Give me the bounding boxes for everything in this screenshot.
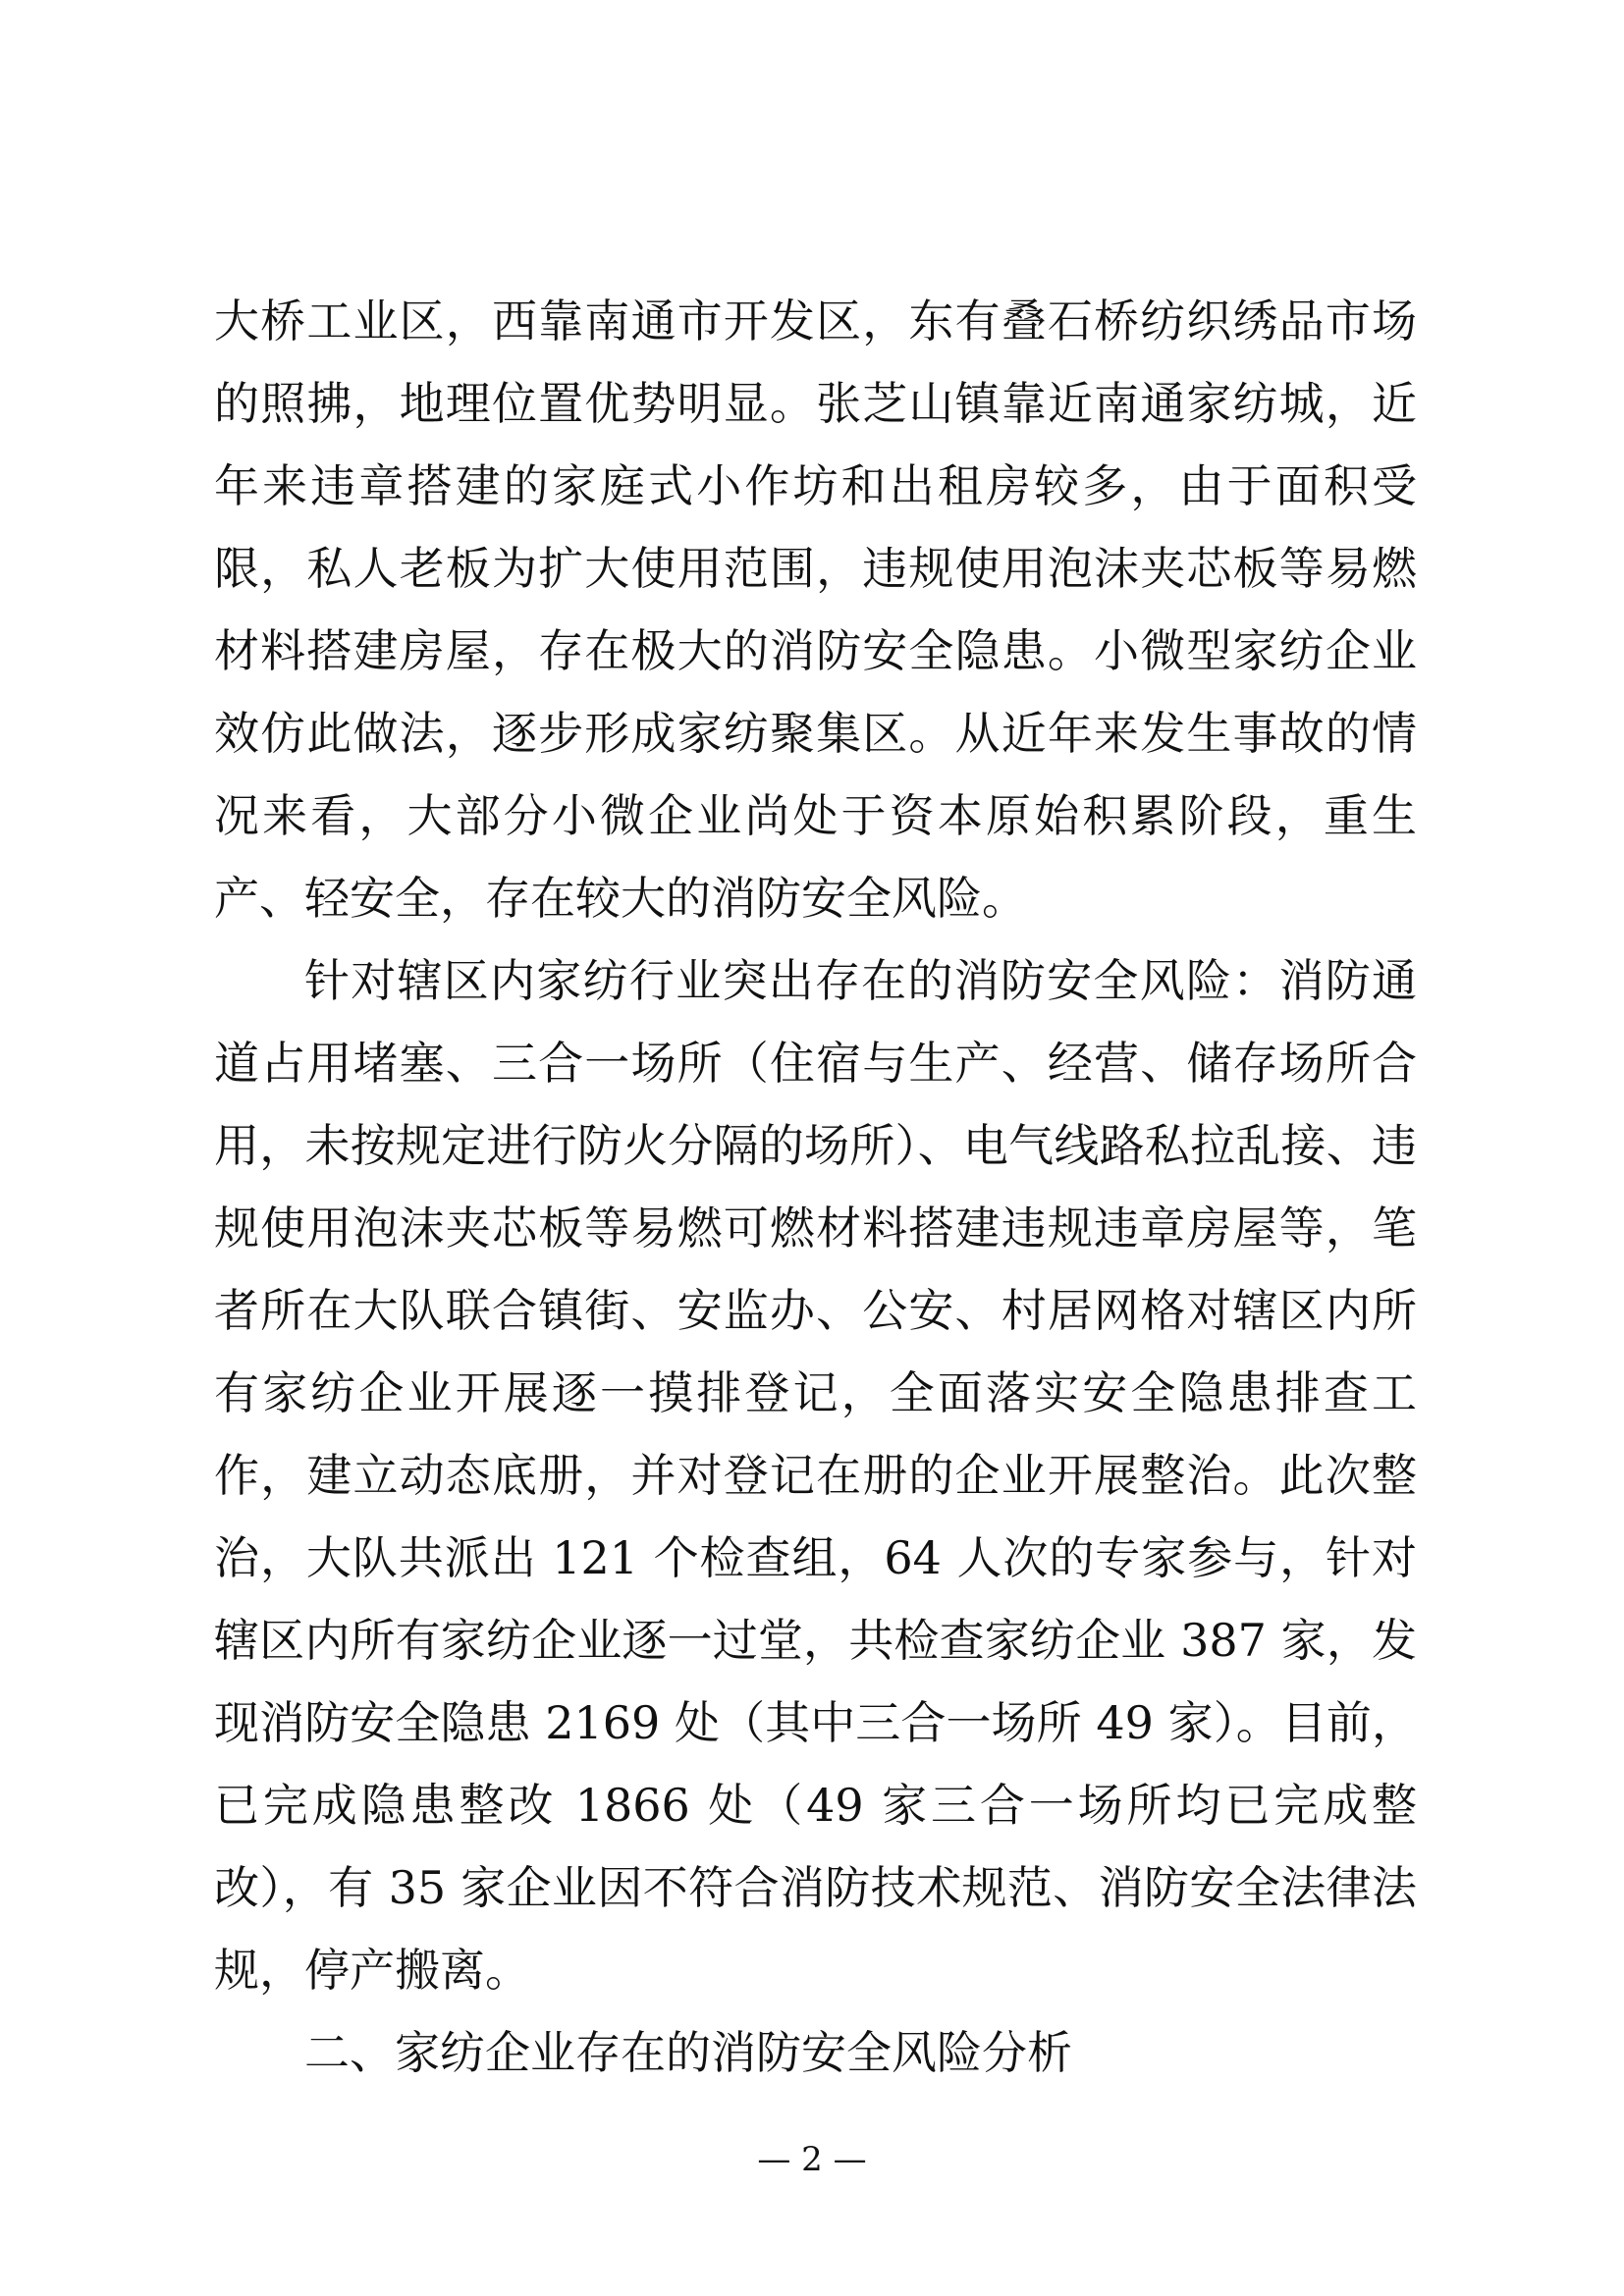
paragraph-continued: 大桥工业区，西靠南通市开发区，东有叠石桥纺织绣品市场的照拂，地理位置优势明显。张芝山镇靠近南通家纺城，近年来违章搭建的家庭式小作坊和出租房较多，由于面积受限，私人老板为扩大使用范围，违规使用泡沫夹芯板等易燃材料搭建房屋，存在极大的消防安全隐患。小微型家纺企业效仿此做法，逐步形成家纺聚集区。从近年来发生事故的情况来看，大部分小微企业尚处于资本原始积累阶段，重生产、轻安全，存在较大的消防安全风险。 [214, 294, 1417, 925]
document-body [214, 280, 1417, 2094]
paragraph-rectification: 针对辖区内家纺行业突出存在的消防安全风险：消防通道占用堵塞、三合一场所（住宿与生产、经营、储存场所合用，未按规定进行防火分隔的场所）、电气线路私拉乱接、违规使用泡沫夹芯板等易燃可燃材料搭建违规违章房屋等，笔者所在大队联合镇街、安监办、公安、村居网格对辖区内所有家纺企业开展逐一摸排登记，全面落实安全隐患排查工作，建立动态底册，并对登记在册的企业开展整治。此次整治，大队共派出 121 个检查组，64 人次的专家参与，针对辖区内所有家纺企业逐一过堂，共检查家纺企业 387 家，发现消防安全隐患 2169 处（其中三合一场所 49 家）。目前，已完成隐患整改 1866 处（49 家三合一场所均已完成整改），有 35 家企业因不符合消防技术规范、消防安全法律法规，停产搬离。 [214, 954, 1417, 1997]
page-number: — 2 — [757, 2140, 867, 2179]
section-heading: 二、家纺企业存在的消防安全风险分析 [304, 2026, 1072, 2079]
